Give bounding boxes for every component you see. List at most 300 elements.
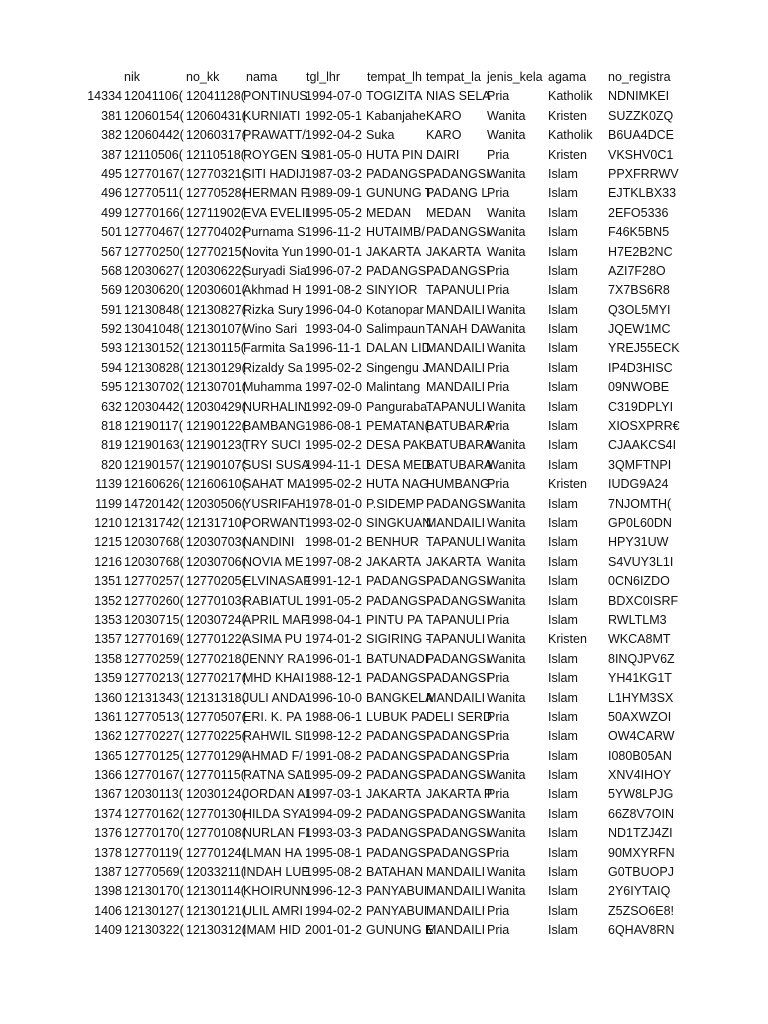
table-cell[interactable]: Islam (548, 186, 578, 201)
table-cell[interactable]: 1199 (95, 496, 122, 511)
table-cell[interactable]: Wanita (487, 302, 526, 317)
table-cell[interactable]: Wanita (487, 884, 526, 899)
column-header[interactable]: tempat_la (426, 70, 481, 84)
table-cell[interactable]: Islam (548, 380, 578, 395)
table-cell[interactable]: L1HYM3SX (608, 690, 674, 705)
table-cell[interactable]: JAKARTA (426, 554, 482, 569)
table-cell[interactable]: Islam (548, 671, 578, 686)
table-cell[interactable]: VKSHV0C1 (608, 147, 674, 162)
table-cell[interactable]: 3QMFTNPI (608, 457, 672, 472)
table-cell[interactable]: 1996-10-0 (305, 690, 362, 705)
table-cell[interactable]: PADANGSI (426, 166, 490, 181)
table-cell[interactable]: Islam (548, 360, 578, 375)
table-cell[interactable]: 1995-02-2 (305, 360, 362, 375)
table-cell[interactable]: PADANGSI (426, 826, 490, 841)
table-cell[interactable]: PADANG L (426, 186, 489, 201)
table-cell[interactable]: 12030124( (186, 787, 246, 802)
table-cell[interactable]: TAPANULI (426, 632, 486, 647)
table-cell[interactable]: 1374 (94, 806, 122, 821)
table-cell[interactable]: TAPANULI (426, 535, 486, 550)
table-cell[interactable]: PADANGSI (366, 826, 430, 841)
table-cell[interactable]: PORWANT (243, 515, 307, 530)
table-cell[interactable]: IUDG9A24 (608, 477, 669, 492)
table-cell[interactable]: 12030706( (186, 554, 246, 569)
table-cell[interactable]: 12770119( (124, 845, 183, 860)
table-cell[interactable]: 1996-07-2 (305, 263, 362, 278)
table-cell[interactable]: JULI ANDA (243, 690, 307, 705)
table-cell[interactable]: 12030768( (124, 535, 184, 550)
table-cell[interactable]: 12770467( (124, 225, 184, 240)
table-cell[interactable]: Pria (487, 903, 510, 918)
table-cell[interactable]: PADANGSI (366, 729, 430, 744)
table-cell[interactable]: 1366 (94, 768, 122, 783)
table-cell[interactable]: F46K5BN5 (608, 225, 670, 240)
table-cell[interactable]: PADANGSI (426, 263, 490, 278)
table-cell[interactable]: 1998-12-2 (305, 729, 362, 744)
table-cell[interactable]: Wanita (487, 632, 526, 647)
table-cell[interactable]: 1987-03-2 (305, 166, 362, 181)
table-cell[interactable]: 1997-02-0 (305, 380, 362, 395)
table-cell[interactable]: Pria (487, 845, 510, 860)
table-cell[interactable]: Islam (548, 302, 578, 317)
table-cell[interactable]: 1994-07-0 (305, 89, 362, 104)
table-cell[interactable]: PADANGSI (426, 225, 490, 240)
table-cell[interactable]: Islam (548, 748, 578, 763)
table-cell[interactable]: 1998-04-1 (305, 612, 362, 627)
table-cell[interactable]: PANYABUI (366, 884, 428, 899)
table-cell[interactable]: Pria (487, 612, 510, 627)
table-cell[interactable]: 1216 (94, 554, 122, 569)
table-cell[interactable]: MEDAN (426, 205, 472, 220)
table-cell[interactable]: 499 (101, 205, 122, 220)
table-cell[interactable]: Islam (548, 884, 578, 899)
table-cell[interactable]: 12770125( (124, 748, 184, 763)
table-cell[interactable]: 1995-02-2 (305, 477, 362, 492)
table-cell[interactable]: Wanita (487, 205, 526, 220)
table-cell[interactable]: BDXC0ISRF (608, 593, 679, 608)
table-cell[interactable]: TOGIZITA (366, 89, 423, 104)
table-cell[interactable]: Islam (548, 205, 578, 220)
table-cell[interactable]: 1993-03-3 (305, 826, 362, 841)
table-cell[interactable]: OW4CARW (608, 729, 675, 744)
table-cell[interactable]: 12110506( (124, 147, 183, 162)
column-header[interactable]: no_kk (186, 70, 220, 84)
table-cell[interactable]: 12770402( (186, 225, 246, 240)
table-cell[interactable]: 12770321( (186, 166, 246, 181)
table-cell[interactable]: MANDAILI (426, 515, 486, 530)
table-cell[interactable]: ILMAN HA (243, 845, 303, 860)
table-cell[interactable]: DESA PAK (366, 438, 427, 453)
table-cell[interactable]: Islam (548, 806, 578, 821)
column-header[interactable]: nama (246, 70, 278, 84)
table-cell[interactable]: 12770259( (124, 651, 184, 666)
table-cell[interactable]: 1357 (94, 632, 122, 647)
table-cell[interactable]: Wanita (487, 457, 526, 472)
table-cell[interactable]: 12770218( (186, 651, 246, 666)
table-cell[interactable]: RABIATUL (243, 593, 304, 608)
table-cell[interactable]: TAPANULI (426, 399, 486, 414)
table-cell[interactable]: MANDAILI (426, 903, 486, 918)
table-cell[interactable]: Wanita (487, 128, 526, 143)
table-cell[interactable]: Kristen (548, 632, 587, 647)
table-cell[interactable]: SUZZK0ZQ (608, 108, 674, 123)
table-cell[interactable]: Purnama S (243, 225, 306, 240)
table-cell[interactable]: 12770115( (186, 768, 245, 783)
table-cell[interactable]: Islam (548, 612, 578, 627)
table-cell[interactable]: 1988-06-1 (305, 709, 362, 724)
table-cell[interactable]: RWLTLM3 (608, 612, 667, 627)
table-cell[interactable]: Rizaldy Sa (243, 360, 303, 375)
table-cell[interactable]: HUTA NAG (366, 477, 429, 492)
table-cell[interactable]: 1353 (94, 612, 122, 627)
table-cell[interactable]: 2EFO5336 (608, 205, 669, 220)
table-cell[interactable]: Katholik (548, 89, 593, 104)
table-cell[interactable]: 592 (101, 322, 122, 337)
table-cell[interactable]: 12190122( (186, 419, 246, 434)
table-cell[interactable]: C319DPLYI (608, 399, 674, 414)
table-cell[interactable]: 12770169( (124, 632, 184, 647)
table-cell[interactable]: 12110518( (186, 147, 245, 162)
table-cell[interactable]: Pria (487, 380, 510, 395)
table-cell[interactable]: KARO (426, 128, 462, 143)
table-cell[interactable]: Singengu J (366, 360, 429, 375)
table-cell[interactable]: 1986-08-1 (305, 419, 362, 434)
table-cell[interactable]: 1995-08-1 (305, 845, 362, 860)
table-cell[interactable]: ULIL AMRI (243, 903, 303, 918)
table-cell[interactable]: 12060317( (186, 128, 246, 143)
table-cell[interactable]: Islam (548, 768, 578, 783)
table-cell[interactable]: 12130322( (124, 923, 184, 938)
table-cell[interactable]: Farmita Sa (243, 341, 305, 356)
table-cell[interactable]: Malintang (366, 380, 421, 395)
table-cell[interactable]: JAKARTA (366, 787, 422, 802)
table-cell[interactable]: 495 (101, 166, 122, 181)
table-cell[interactable]: Pria (487, 787, 510, 802)
table-cell[interactable]: Islam (548, 845, 578, 860)
table-cell[interactable]: CJAAKCS4I (608, 438, 677, 453)
table-cell[interactable]: 1996-11-1 (305, 341, 362, 356)
table-cell[interactable]: 12130115( (186, 341, 245, 356)
table-cell[interactable]: 12131742( (124, 515, 184, 530)
table-cell[interactable]: SITI HADIJ (243, 166, 306, 181)
table-cell[interactable]: 12770507( (186, 709, 246, 724)
table-cell[interactable]: 1992-04-2 (305, 128, 362, 143)
table-cell[interactable]: Wanita (487, 438, 526, 453)
table-cell[interactable]: JORDAN AI (243, 787, 309, 802)
table-cell[interactable]: 1378 (94, 845, 122, 860)
table-cell[interactable]: 1996-11-2 (305, 225, 362, 240)
table-cell[interactable]: 12770167( (124, 768, 184, 783)
table-cell[interactable]: 12030724( (186, 612, 246, 627)
table-cell[interactable]: PADANGSI (366, 166, 430, 181)
table-cell[interactable]: Rizka Sury (243, 302, 304, 317)
table-cell[interactable]: Novita Yun (243, 244, 304, 259)
table-cell[interactable]: TANAH DA (426, 322, 489, 337)
table-cell[interactable]: MANDAILI (426, 865, 486, 880)
table-cell[interactable]: 12131318( (186, 690, 246, 705)
table-cell[interactable]: KARO (426, 108, 462, 123)
table-cell[interactable]: PADANGSI (426, 748, 490, 763)
table-cell[interactable]: PINTU PA (366, 612, 423, 627)
table-cell[interactable]: B6UA4DCE (608, 128, 674, 143)
table-cell[interactable]: 1998-01-2 (305, 535, 362, 550)
table-cell[interactable]: PADANGSI (366, 768, 430, 783)
table-cell[interactable]: XNV4IHOY (608, 768, 672, 783)
table-cell[interactable]: 568 (101, 263, 122, 278)
table-cell[interactable]: G0TBUOPJ (608, 865, 674, 880)
table-cell[interactable]: 595 (101, 380, 122, 395)
table-cell[interactable]: Islam (548, 787, 578, 802)
table-cell[interactable]: 1995-05-2 (305, 205, 362, 220)
table-cell[interactable]: PADANGSI (426, 671, 490, 686)
table-cell[interactable]: Pria (487, 283, 510, 298)
table-cell[interactable]: 1991-12-1 (305, 574, 362, 589)
table-cell[interactable]: Islam (548, 244, 578, 259)
table-cell[interactable]: 09NWOBE (608, 380, 670, 395)
table-cell[interactable]: 1993-02-0 (305, 515, 362, 530)
table-cell[interactable]: 12770162( (124, 806, 184, 821)
table-cell[interactable]: LUBUK PA (366, 709, 427, 724)
table-cell[interactable]: 12130702( (124, 380, 184, 395)
table-cell[interactable]: 12030627( (124, 263, 184, 278)
table-cell[interactable]: 12770129( (186, 748, 246, 763)
table-cell[interactable]: 632 (101, 399, 122, 414)
table-cell[interactable]: Pria (487, 147, 510, 162)
table-cell[interactable]: TAPANULI (426, 283, 486, 298)
table-cell[interactable]: NIAS SELA (426, 89, 491, 104)
table-cell[interactable]: MANDAILI (426, 884, 486, 899)
table-cell[interactable]: Salimpaun (366, 322, 426, 337)
table-cell[interactable]: Pria (487, 477, 510, 492)
table-cell[interactable]: HUTAIMB/ (366, 225, 425, 240)
table-cell[interactable]: Wino Sari (243, 322, 298, 337)
table-cell[interactable]: 12030506( (186, 496, 246, 511)
table-cell[interactable]: 2Y6IYTAIQ (608, 884, 671, 899)
table-cell[interactable]: PONTINUS (243, 89, 308, 104)
table-cell[interactable]: NURLAN FI (243, 826, 309, 841)
table-cell[interactable]: ND1TZJ4ZI (608, 826, 673, 841)
table-cell[interactable]: MANDAILI (426, 341, 486, 356)
table-cell[interactable]: 12770217( (186, 671, 246, 686)
table-cell[interactable]: 12030622( (186, 263, 246, 278)
column-header[interactable]: jenis_kela (487, 70, 543, 84)
table-cell[interactable]: 12130127( (124, 903, 184, 918)
table-cell[interactable]: SINYIOR (366, 283, 418, 298)
table-cell[interactable]: 12130114( (186, 884, 245, 899)
table-cell[interactable]: 6QHAV8RN (608, 923, 675, 938)
table-cell[interactable]: 12131343( (124, 690, 184, 705)
table-cell[interactable]: MANDAILI (426, 690, 486, 705)
table-cell[interactable]: 0CN6IZDO (608, 574, 670, 589)
table-cell[interactable]: 1988-12-1 (305, 671, 362, 686)
table-cell[interactable]: 12130121( (186, 903, 246, 918)
table-cell[interactable]: PADANGSI (366, 574, 430, 589)
table-cell[interactable]: 12030442( (124, 399, 184, 414)
table-cell[interactable]: 501 (101, 225, 122, 240)
table-cell[interactable]: 12770569( (124, 865, 184, 880)
table-cell[interactable]: MANDAILI (426, 302, 486, 317)
table-cell[interactable]: 12130848( (124, 302, 184, 317)
table-cell[interactable]: BAMBANG (243, 419, 306, 434)
table-cell[interactable]: INDAH LUE (243, 865, 310, 880)
table-cell[interactable]: Islam (548, 341, 578, 356)
table-cell[interactable]: HUMBANG (426, 477, 490, 492)
table-cell[interactable]: BATUBARA (426, 457, 493, 472)
table-cell[interactable]: 12770167( (124, 166, 184, 181)
table-cell[interactable]: DALAN LID (366, 341, 431, 356)
table-cell[interactable]: Wanita (487, 826, 526, 841)
table-cell[interactable]: BATUBARA (426, 438, 493, 453)
table-cell[interactable]: 1210 (94, 515, 122, 530)
table-cell[interactable]: 90MXYRFN (608, 845, 675, 860)
table-cell[interactable]: PRAWATT/ (243, 128, 306, 143)
table-cell[interactable]: 387 (101, 147, 122, 162)
table-cell[interactable]: 569 (101, 283, 122, 298)
table-cell[interactable]: 1991-08-2 (305, 748, 362, 763)
table-cell[interactable]: 12770170( (124, 826, 184, 841)
table-cell[interactable]: DELI SERD (426, 709, 492, 724)
table-cell[interactable]: MANDAILI (426, 360, 486, 375)
table-cell[interactable]: 1992-09-0 (305, 399, 362, 414)
table-cell[interactable]: HILDA SYA (243, 806, 307, 821)
table-cell[interactable]: 1376 (94, 826, 122, 841)
table-cell[interactable]: Islam (548, 535, 578, 550)
table-cell[interactable]: Suryadi Sia (243, 263, 307, 278)
table-cell[interactable]: Pria (487, 729, 510, 744)
table-cell[interactable]: Wanita (487, 535, 526, 550)
table-cell[interactable]: Wanita (487, 593, 526, 608)
table-cell[interactable]: 818 (101, 419, 122, 434)
table-cell[interactable]: Wanita (487, 322, 526, 337)
table-cell[interactable]: Pria (487, 89, 510, 104)
table-cell[interactable]: 593 (101, 341, 122, 356)
table-cell[interactable]: 1360 (94, 690, 122, 705)
table-cell[interactable]: 381 (101, 108, 122, 123)
table-cell[interactable]: Kabanjahe (366, 108, 426, 123)
table-cell[interactable]: 1991-05-2 (305, 593, 362, 608)
table-cell[interactable]: RATNA SAI (243, 768, 308, 783)
table-cell[interactable]: 12190157( (124, 457, 184, 472)
table-cell[interactable]: 12770122( (186, 632, 246, 647)
table-cell[interactable]: Pria (487, 263, 510, 278)
table-cell[interactable]: I080B05AN (608, 748, 672, 763)
table-cell[interactable]: ELVINASAF (243, 574, 311, 589)
table-cell[interactable]: 13041048( (124, 322, 184, 337)
table-cell[interactable]: Islam (548, 690, 578, 705)
table-cell[interactable]: BANGKELA (366, 690, 434, 705)
table-cell[interactable]: 12060442( (124, 128, 184, 143)
table-cell[interactable]: 1406 (94, 903, 122, 918)
table-cell[interactable]: Wanita (487, 865, 526, 880)
table-cell[interactable]: PADANGSI (426, 729, 490, 744)
table-cell[interactable]: Wanita (487, 554, 526, 569)
table-cell[interactable]: Islam (548, 322, 578, 337)
table-cell[interactable]: Islam (548, 574, 578, 589)
column-header[interactable]: tgl_lhr (306, 70, 341, 84)
table-cell[interactable]: PADANGSI (426, 845, 490, 860)
table-cell[interactable]: HERMAN F (243, 186, 309, 201)
table-cell[interactable]: 1990-01-1 (305, 244, 362, 259)
table-cell[interactable]: 1991-08-2 (305, 283, 362, 298)
table-cell[interactable]: 12770511( (124, 186, 183, 201)
table-cell[interactable]: 12770130( (186, 806, 246, 821)
table-cell[interactable]: 819 (101, 438, 122, 453)
table-cell[interactable]: Pangurabа (366, 399, 428, 414)
table-cell[interactable]: Suka (366, 128, 395, 143)
table-cell[interactable]: Islam (548, 709, 578, 724)
table-cell[interactable]: 12770103( (186, 593, 246, 608)
table-cell[interactable]: 1993-04-0 (305, 322, 362, 337)
table-cell[interactable]: PADANGSI (426, 806, 490, 821)
table-cell[interactable]: 1994-11-1 (305, 457, 362, 472)
table-cell[interactable]: 12770124( (186, 845, 246, 860)
table-cell[interactable]: SINGKUAN (366, 515, 432, 530)
table-cell[interactable]: 1994-09-2 (305, 806, 362, 821)
column-header[interactable]: tempat_lh (367, 70, 422, 84)
table-cell[interactable]: 12131710( (186, 515, 246, 530)
table-cell[interactable]: Wanita (487, 515, 526, 530)
table-cell[interactable]: Pria (487, 419, 510, 434)
table-cell[interactable]: SIGIRING - (366, 632, 430, 647)
table-cell[interactable]: Kristen (548, 147, 587, 162)
table-cell[interactable]: 12160626( (124, 477, 184, 492)
table-cell[interactable]: 1974-01-2 (305, 632, 362, 647)
table-cell[interactable]: Islam (548, 923, 578, 938)
table-cell[interactable]: 1352 (94, 593, 122, 608)
table-cell[interactable]: GUNUNG T (366, 186, 433, 201)
table-cell[interactable]: 1409 (94, 923, 122, 938)
table-cell[interactable]: WKCA8MT (608, 632, 671, 647)
table-cell[interactable]: EVA EVELII (243, 205, 309, 220)
table-cell[interactable]: Islam (548, 865, 578, 880)
table-cell[interactable]: 7X7BS6R8 (608, 283, 670, 298)
table-cell[interactable]: 12130827( (186, 302, 246, 317)
table-cell[interactable]: 7NJOMTH( (608, 496, 672, 511)
table-cell[interactable]: PADANGSI (366, 845, 430, 860)
table-cell[interactable]: Pria (487, 360, 510, 375)
table-cell[interactable]: 5YW8LPJG (608, 787, 674, 802)
table-cell[interactable]: AHMAD F/ (243, 748, 303, 763)
table-cell[interactable]: 12030703( (186, 535, 246, 550)
table-cell[interactable]: PADANGSI (426, 651, 490, 666)
table-cell[interactable]: Wanita (487, 651, 526, 666)
table-cell[interactable]: HPY31UW (608, 535, 669, 550)
table-cell[interactable]: JAKARTA P (426, 787, 493, 802)
table-cell[interactable]: Pria (487, 186, 510, 201)
table-cell[interactable]: YREJ55ECK (608, 341, 680, 356)
table-cell[interactable]: 12770225( (186, 729, 246, 744)
table-cell[interactable]: 1994-02-2 (305, 903, 362, 918)
table-cell[interactable]: Wanita (487, 166, 526, 181)
table-cell[interactable]: XIOSXPRR€ (608, 419, 680, 434)
table-cell[interactable]: 1992-05-1 (305, 108, 362, 123)
table-cell[interactable]: 1997-08-2 (305, 554, 362, 569)
table-cell[interactable]: SUSI SUSA (243, 457, 310, 472)
table-cell[interactable]: Pria (487, 671, 510, 686)
table-cell[interactable]: Wanita (487, 768, 526, 783)
column-header[interactable]: no_registra (608, 70, 671, 84)
table-cell[interactable]: Pria (487, 709, 510, 724)
table-cell[interactable]: PADANGSI (426, 574, 490, 589)
table-cell[interactable]: 12060431( (186, 108, 246, 123)
table-cell[interactable]: DAIRI (426, 147, 460, 162)
table-cell[interactable]: Pria (487, 923, 510, 938)
table-cell[interactable]: Wanita (487, 341, 526, 356)
table-cell[interactable]: Islam (548, 554, 578, 569)
table-cell[interactable]: ERI. K. PA (243, 709, 302, 724)
table-cell[interactable]: Wanita (487, 244, 526, 259)
table-cell[interactable]: 1989-09-1 (305, 186, 362, 201)
